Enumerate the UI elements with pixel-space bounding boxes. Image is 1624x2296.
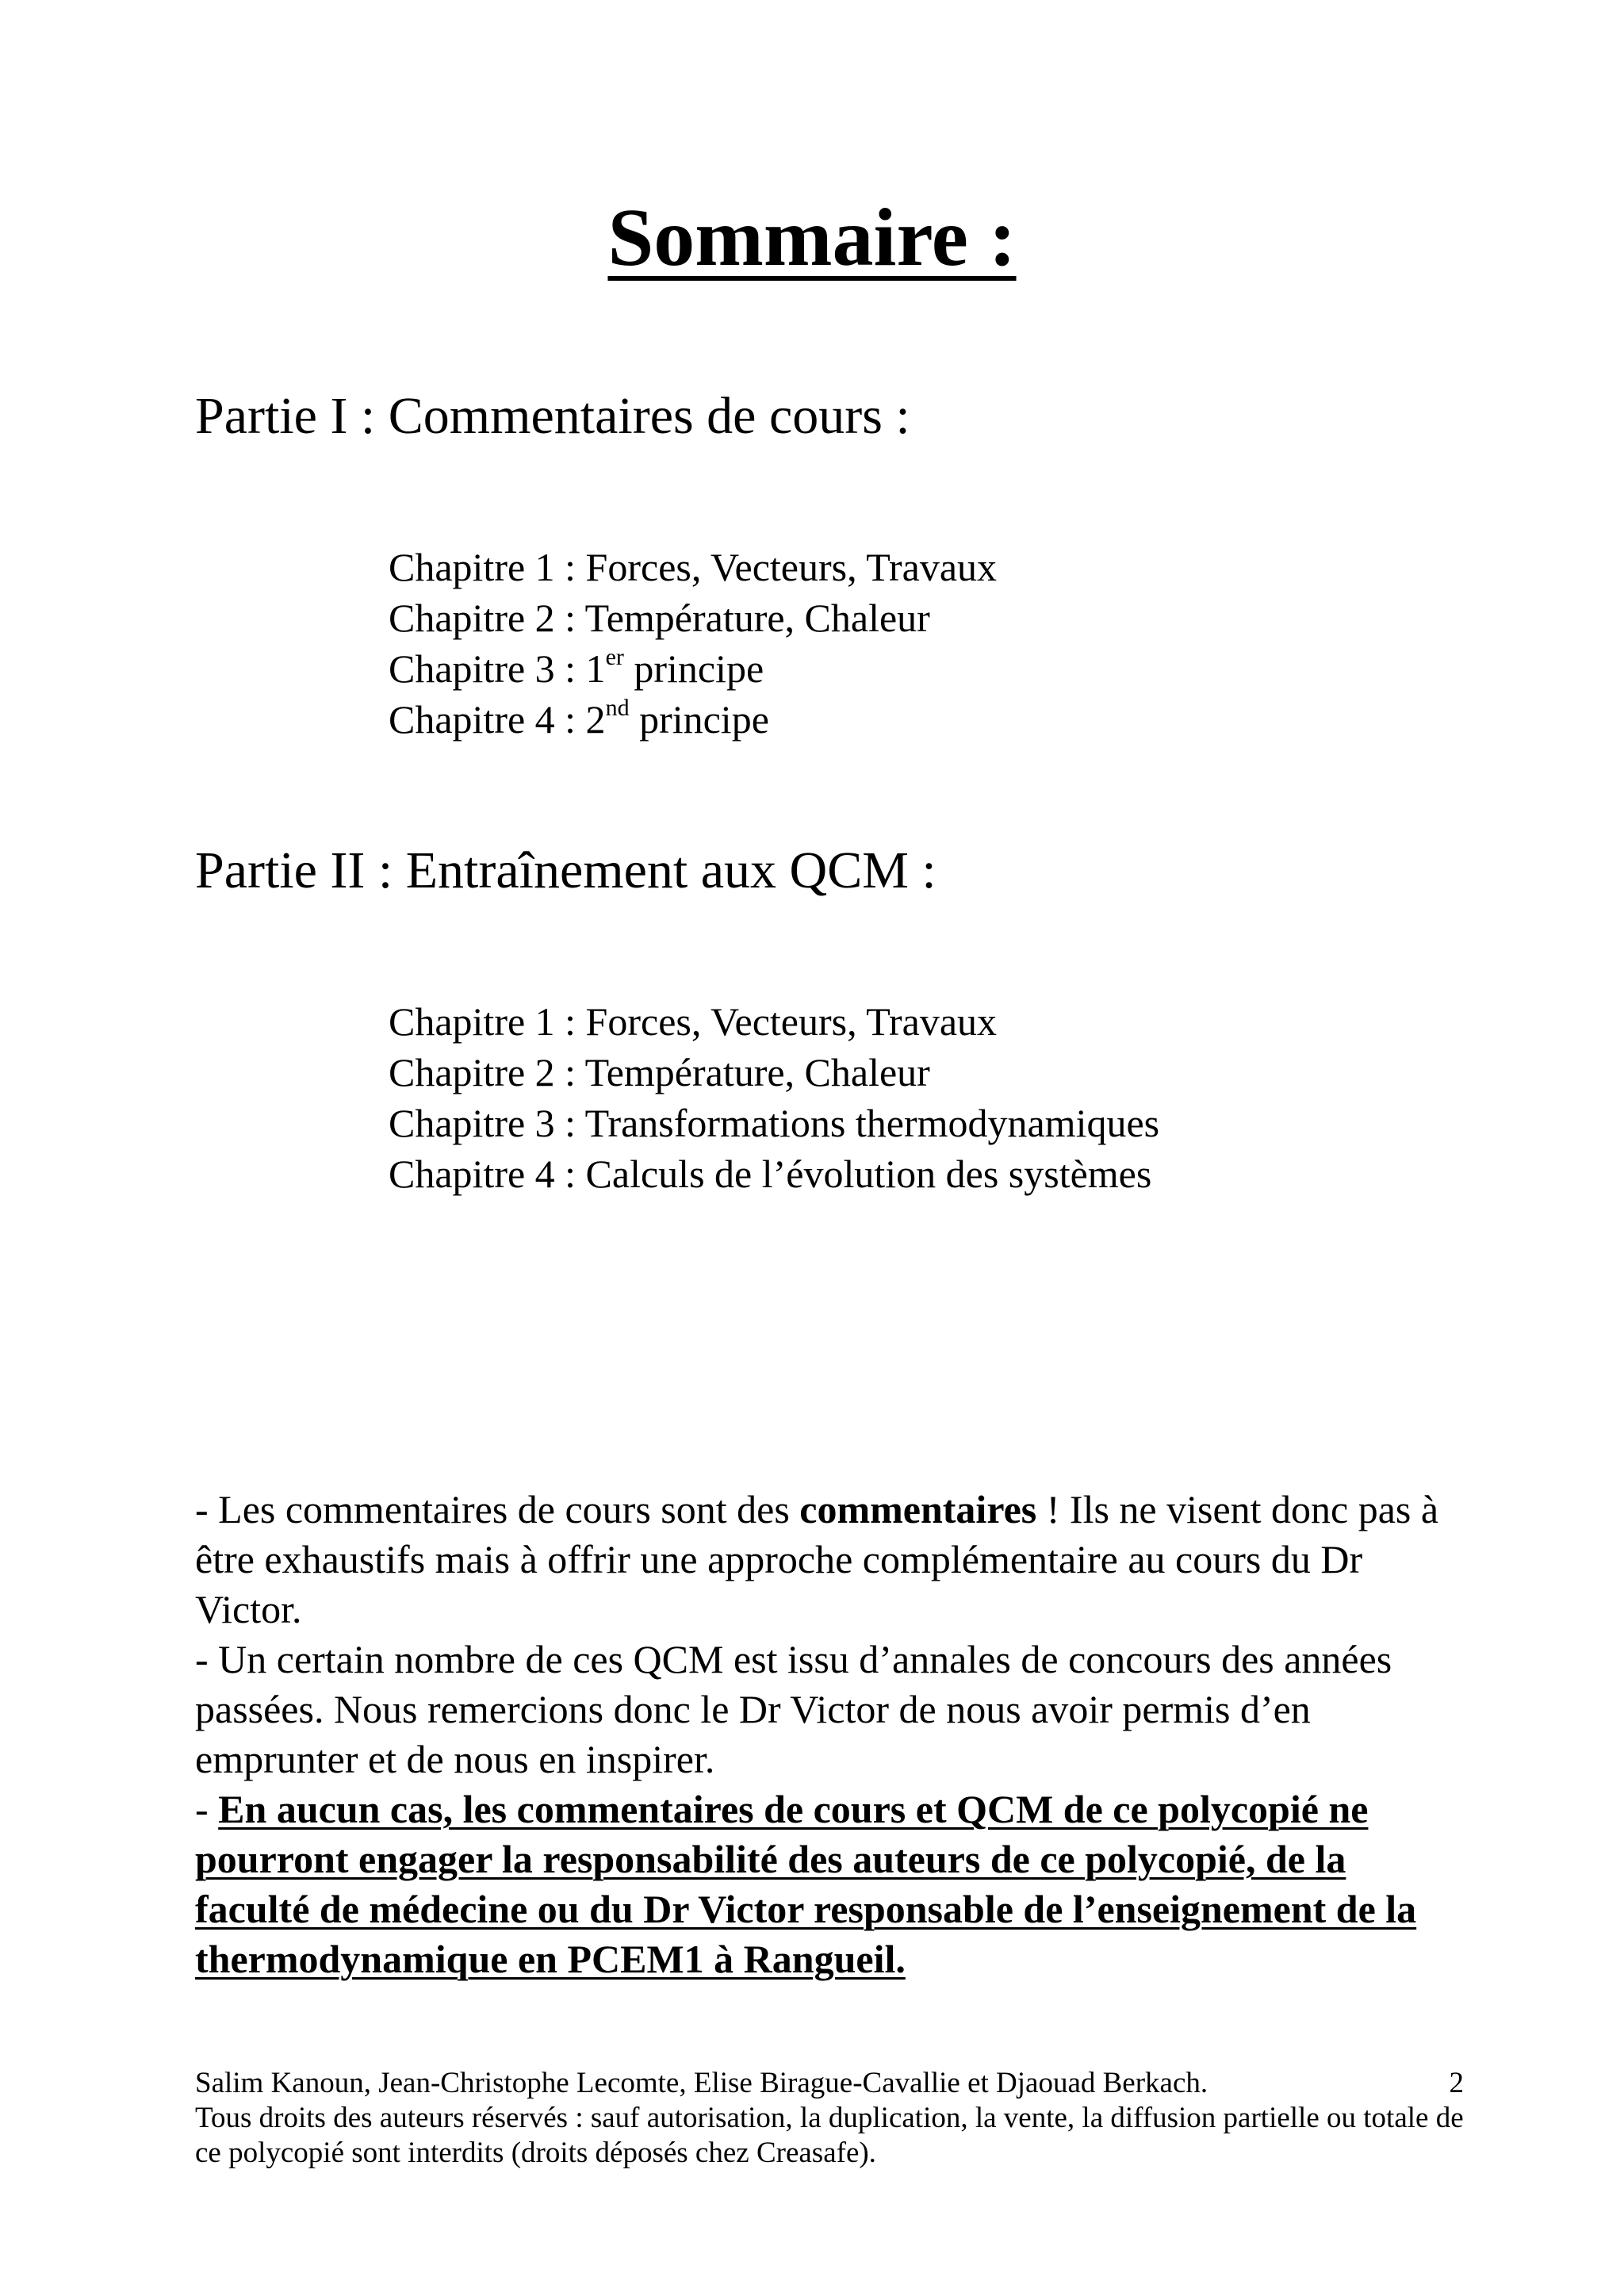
- disclaimer-text: En aucun cas, les commentaires de cours et QCM de ce polycopié ne pourront engager la responsabilité des auteurs de ce polycopié, de la faculté de médecine ou du Dr Victor responsable de l’enseignement de la thermodynamique en PCEM1 à Rangueil.: [195, 1787, 1417, 1981]
- part-2-chapter-2: Chapitre 2 : Température, Chaleur: [389, 1050, 930, 1094]
- part-1-chapter-3: [389, 643, 997, 694]
- part-1-chapter-1: Chapitre 1 : Forces, Vecteurs, Travaux: [389, 545, 998, 589]
- chapter-4-superscript: nd: [605, 695, 630, 722]
- chapter-4-suffix: principe: [629, 697, 769, 742]
- part-2-chapter-3: Chapitre 3 : Transformations thermodynamiques: [389, 1101, 1160, 1145]
- note-1-after: ! Ils ne visent donc pas à être exhaustifs mais à offrir une approche complémentaire au cours du Dr Victor.: [195, 1487, 1439, 1631]
- note-commentaires: [195, 1485, 1464, 1635]
- chapter-3-superscript: er: [605, 644, 624, 671]
- chapter-3-prefix: Chapitre 3 : 1: [389, 646, 606, 691]
- page-title-text: Sommaire :: [607, 192, 1017, 283]
- chapter-4-prefix: Chapitre 4 : 2: [389, 697, 606, 742]
- part-2-chapter-list: [389, 996, 1159, 1199]
- part-2-chapter-1: Chapitre 1 : Forces, Vecteurs, Travaux: [389, 999, 998, 1044]
- chapter-3-suffix: principe: [623, 646, 764, 691]
- part-1-heading: Partie I : Commentaires de cours :: [195, 387, 910, 445]
- part-1-chapter-list: [389, 542, 997, 745]
- note-1-bold: commentaires: [799, 1487, 1037, 1531]
- footer-rights: Tous droits des auteurs réservés : sauf autorisation, la duplication, la vente, la diffusion partielle ou totale de ce polycopié sont interdits (droits déposés chez Creasafe).: [195, 2102, 1464, 2169]
- page-footer: [195, 2066, 1464, 2171]
- page-number: 2: [1449, 2067, 1464, 2099]
- note-qcm-annales: - Un certain nombre de ces QCM est issu d’annales de concours des années passées. Nous remercions donc le Dr Victor de nous avoir permis d’en emprunter et de nous en inspirer.: [195, 1637, 1392, 1781]
- note-disclaimer: [195, 1784, 1464, 1984]
- part-1-chapter-4: [389, 694, 997, 745]
- part-2-chapter-4: Chapitre 4 : Calculs de l’évolution des systèmes: [389, 1152, 1152, 1196]
- note-3-dash: -: [195, 1787, 219, 1831]
- note-1-before: - Les commentaires de cours sont des: [195, 1487, 800, 1531]
- footer-authors: Salim Kanoun, Jean-Christophe Lecomte, Elise Birague-Cavallie et Djaouad Berkach.: [195, 2067, 1208, 2099]
- part-1-chapter-2: Chapitre 2 : Température, Chaleur: [389, 596, 930, 640]
- notes-section: [195, 1485, 1464, 1984]
- page-title: [0, 192, 1624, 283]
- part-2-heading: Partie II : Entraînement aux QCM :: [195, 841, 936, 899]
